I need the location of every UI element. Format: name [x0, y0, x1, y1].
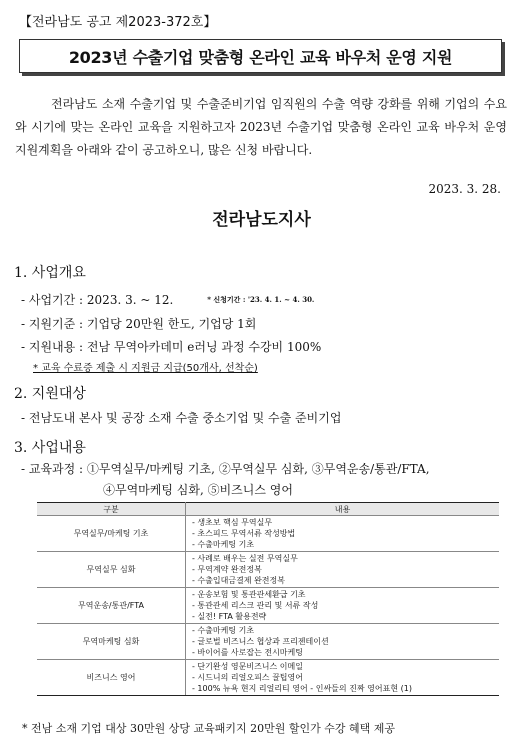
course-item: - 운송보험 및 통관관세환급 기초 [192, 590, 306, 599]
support-criteria: - 지원기준 : 기업당 20만원 한도, 기업당 1회 [21, 317, 257, 331]
notice-number: 【전라남도 공고 제2023-372호】 [19, 15, 217, 30]
table-row [37, 552, 499, 588]
section3-heading: 3. 사업내용 [14, 440, 86, 456]
page-title: 2023년 수출기업 맞춤형 온라인 교육 바우처 운영 지원 [68, 47, 453, 67]
section2-heading: 2. 지원대상 [14, 386, 86, 402]
support-content: - 지원내용 : 전남 무역아카데미 e러닝 과정 수강비 100% [21, 340, 322, 354]
course-item: - 실전! FTA 활용전략 [192, 612, 267, 621]
course-list-line2: ④무역마케팅 심화, ⑤비즈니스 영어 [103, 483, 293, 497]
course-items [186, 588, 500, 624]
course-item: - 수출마케팅 기초 [192, 626, 255, 635]
table-row [37, 588, 499, 624]
course-item: - 생초보 핵심 무역실무 [192, 518, 273, 527]
course-item: - 수출마케팅 기초 [192, 540, 255, 549]
course-item: - 단기완성 영문비즈니스 이메일 [192, 662, 303, 671]
title-box [19, 39, 502, 73]
course-item: - 사례로 배우는 실전 무역실무 [192, 554, 298, 563]
course-category: 무역마케팅 심화 [37, 624, 186, 660]
course-item: - 글로벌 비즈니스 협상과 프리젠테이션 [192, 637, 329, 646]
course-item: - 통관관세 리스크 관리 및 서류 작성 [192, 601, 319, 610]
application-period: * 신청기간 : '23. 4. 1. ~ 4. 30. [207, 295, 315, 304]
course-item: - 무역계약 완전정복 [192, 565, 262, 574]
course-item: - 시드니의 리얼오피스 꿀팁영어 [192, 673, 303, 682]
course-item: - 수출입대금결제 완전정복 [192, 576, 285, 585]
course-items [186, 552, 500, 588]
support-target: - 전남도내 본사 및 공장 소재 수출 중소기업 및 수출 준비기업 [21, 411, 342, 425]
course-item: - 100% 뉴욕 현지 리얼리티 영어 - 인싸들의 진짜 영어표현 (1) [192, 684, 412, 693]
header-category: 구분 [37, 503, 186, 516]
course-table [37, 502, 499, 696]
table-header-row [37, 503, 499, 516]
header-content: 내용 [186, 503, 500, 516]
course-category: 무역실무 심화 [37, 552, 186, 588]
business-period-text: - 사업기간 : 2023. 3. ~ 12. [21, 293, 174, 307]
course-items [186, 660, 500, 696]
footnote: * 전남 소재 기업 대상 30만원 상당 교육패키지 20만원 할인가 수강 혜택 제공 [22, 722, 395, 735]
course-category: 무역운송/통관/FTA [37, 588, 186, 624]
support-content-note: * 교육 수료증 제출 시 지원금 지급(50개사, 선착순) [33, 363, 258, 374]
table-row [37, 624, 499, 660]
course-category: 비즈니스 영어 [37, 660, 186, 696]
intro-paragraph: 전라남도 소재 수출기업 및 수출준비기업 임직원의 수출 역량 강화를 위해 기업의 수요와 시기에 맞는 온라인 교육을 지원하고자 2023년 수출기업 맞춤형 온라인 교육 바우처 운영 지원계획을 아래와 같이 공고하오니, 많은 신청 바랍니다. [15, 97, 507, 157]
course-item: - 바이어를 사로잡는 전시마케팅 [192, 648, 303, 657]
announcement-date: 2023. 3. 28. [428, 182, 501, 196]
table-row [37, 516, 499, 552]
course-items [186, 624, 500, 660]
business-period [21, 291, 314, 308]
course-list-line1: - 교육과정 : ①무역실무/마케팅 기초, ②무역실무 심화, ③무역운송/통관/FTA, [21, 462, 430, 476]
course-category: 무역실무/마케팅 기초 [37, 516, 186, 552]
section1-heading: 1. 사업개요 [14, 265, 86, 281]
table-row [37, 660, 499, 696]
organization-name: 전라남도지사 [212, 210, 311, 230]
course-item: - 초스피드 무역서류 작성방법 [192, 529, 296, 538]
course-items [186, 516, 500, 552]
